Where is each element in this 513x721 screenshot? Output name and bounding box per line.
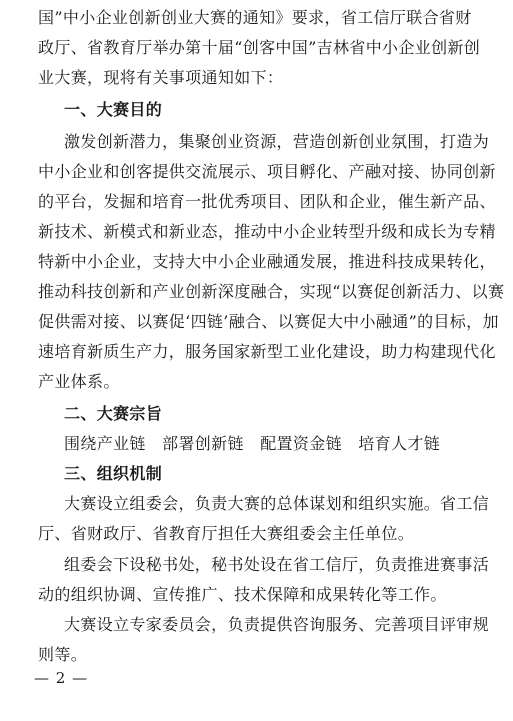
- body-text-line: 激发创新潜力，集聚创业资源，营造创新创业氛围，打造为: [64, 132, 490, 151]
- body-text-line: 速培育新质生产力，服务国家新型工业化建设，助力构建现代化: [38, 342, 496, 361]
- body-text-line: 产业体系。: [38, 372, 120, 391]
- body-text-line: 政厅、省教育厅举办第十届“创客中国”吉林省中小企业创新创: [38, 38, 481, 57]
- body-text-line: 的平台，发掘和培育一批优秀项目、团队和企业，催生新产品、: [38, 192, 496, 211]
- body-text-line: 特新中小企业，支持大中小企业融通发展，推进科技成果转化，: [38, 252, 496, 271]
- body-text-line: 推动科技创新和产业创新深度融合，实现“以赛促创新活力、以赛: [38, 282, 505, 301]
- body-text-line: 国”中小企业创新创业大赛的通知》要求，省工信厅联合省财: [38, 8, 472, 27]
- section-heading-purpose: 一、大赛目的: [64, 100, 163, 119]
- body-text-line: 新技术、新模式和新业态，推动中小企业转型升级和成长为专精: [38, 222, 496, 241]
- body-text-line: 大赛设立专家委员会，负责提供咨询服务、完善项目评审规: [64, 615, 490, 634]
- body-text-line: 中小企业和创客提供交流展示、项目孵化、产融对接、协同创新: [38, 162, 496, 181]
- page-number: — 2 —: [34, 669, 89, 687]
- body-text-line: 促供需对接、以赛促‘四链’融合、以赛促大中小融通”的目标，加: [38, 312, 499, 331]
- body-text-line: 围绕产业链 部署创新链 配置资金链 培育人才链: [64, 434, 441, 453]
- section-heading-organization: 三、组织机制: [64, 464, 163, 483]
- body-text-line: 组委会下设秘书处，秘书处设在省工信厅，负责推进赛事活: [64, 555, 490, 574]
- body-text-line: 厅、省财政厅、省教育厅担任大赛组委会主任单位。: [38, 524, 415, 543]
- section-heading-tenet: 二、大赛宗旨: [64, 404, 163, 423]
- body-text-line: 则等。: [38, 645, 88, 664]
- body-text-line: 大赛设立组委会，负责大赛的总体谋划和组织实施。省工信: [64, 494, 490, 513]
- body-text-line: 动的组织协调、宣传推广、技术保障和成果转化等工作。: [38, 585, 447, 604]
- body-text-line: 业大赛，现将有关事项通知如下：: [38, 68, 284, 87]
